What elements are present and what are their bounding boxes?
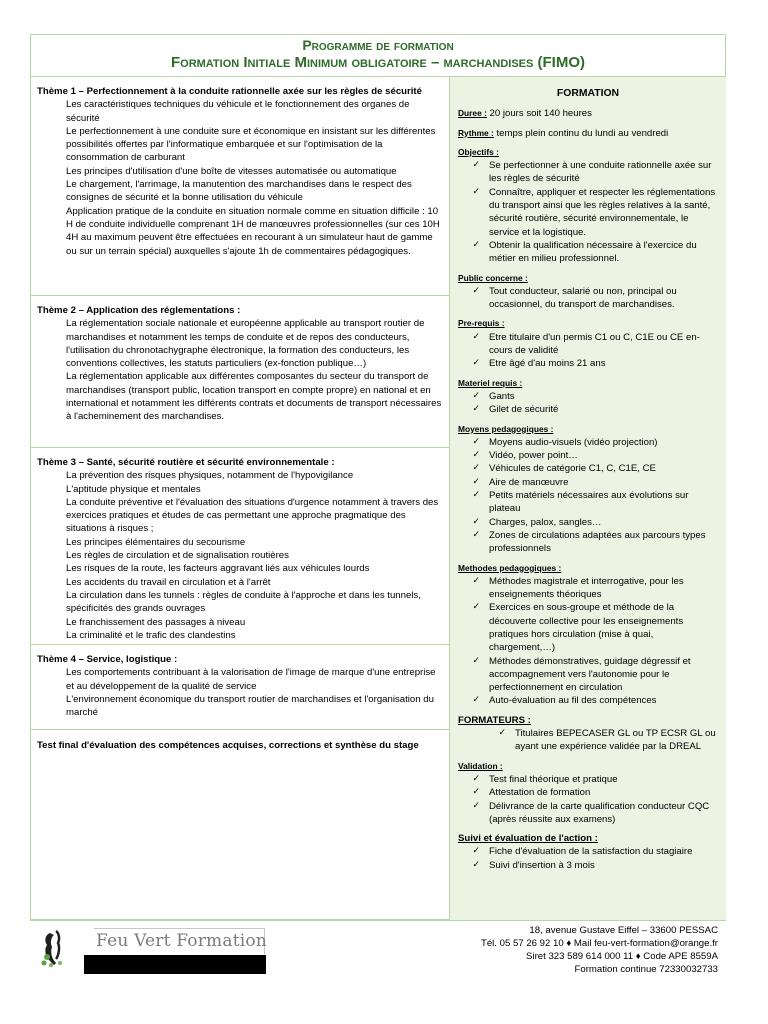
check-icon: ✓ bbox=[472, 773, 480, 784]
objectif-text: Obtenir la qualification nécessaire à l'exercice du métier en milieu professionnel. bbox=[489, 239, 697, 265]
list-item bbox=[458, 403, 718, 416]
logo-emblem-icon bbox=[38, 927, 74, 969]
formation-continue-line: Formation continue 72330032733 bbox=[574, 964, 718, 975]
theme-3-items bbox=[37, 469, 443, 642]
contact-block bbox=[481, 924, 718, 976]
validation-text: Délivrance de la carte qualification conducteur CQC (après réussite aux examens) bbox=[489, 800, 710, 825]
theme-3-item: Les accidents du travail en circulation et à l'arrêt bbox=[66, 576, 271, 588]
objectifs-label: Objectifs : bbox=[458, 146, 499, 157]
suivi-text: Fiche d'évaluation de la satisfaction du stagiaire bbox=[489, 846, 693, 858]
moyens-text: Charges, palox, sangles… bbox=[489, 516, 602, 528]
list-item bbox=[458, 476, 718, 489]
title-line-1: Programme de formation bbox=[302, 37, 454, 53]
validation-text: Test final théorique et pratique bbox=[489, 773, 618, 785]
check-icon: ✓ bbox=[472, 800, 480, 811]
theme-4-title: Thème 4 – Service, logistique : bbox=[37, 654, 178, 665]
list-item bbox=[458, 575, 718, 602]
theme-3-item: La criminalité et le trafic des clandestins bbox=[66, 629, 236, 641]
theme-1-title: Thème 1 – Perfectionnement à la conduite rationnelle axée sur les règles de sécurité bbox=[37, 86, 422, 97]
theme-3-item: La circulation dans les tunnels : règles de conduite à l'approche et dans les tunnels, spécificités des grands ouvrages bbox=[66, 589, 421, 615]
list-item bbox=[458, 727, 718, 754]
theme-3-item: Les règles de circulation et de signalisation routières bbox=[66, 550, 289, 562]
theme-1-item: Le perfectionnement à une conduite sure et économique en insistant sur les différentes possibilités offertes par l'informatique embarquée et sur l'optimisation de la consommation de carburant bbox=[66, 125, 436, 164]
check-icon: ✓ bbox=[472, 186, 480, 197]
check-icon: ✓ bbox=[472, 463, 480, 474]
formateurs-label: FORMATEURS : bbox=[458, 714, 531, 726]
theme-4-items bbox=[37, 666, 443, 719]
prerequis-label: Pre-requis : bbox=[458, 318, 505, 329]
check-icon: ✓ bbox=[472, 695, 480, 706]
check-icon: ✓ bbox=[472, 575, 480, 586]
list-item bbox=[458, 390, 718, 403]
formateurs-text: Titulaires BEPECASER GL ou TP ECSR GL ou ayant une expérience validée par la DREAL bbox=[515, 728, 716, 753]
check-icon: ✓ bbox=[472, 331, 480, 342]
methodes-label: Methodes pedagogiques : bbox=[458, 562, 562, 573]
moyens-text: Moyens audio-visuels (vidéo projection) bbox=[489, 436, 658, 448]
theme-2 bbox=[31, 296, 449, 448]
check-icon: ✓ bbox=[472, 436, 480, 447]
check-icon: ✓ bbox=[498, 728, 506, 739]
materiel-text: Gants bbox=[489, 390, 515, 402]
theme-1-item: Les caractéristiques techniques du véhicule et le fonctionnement des organes de sécurité bbox=[66, 99, 410, 124]
themes-column bbox=[31, 77, 449, 920]
check-icon: ✓ bbox=[472, 490, 480, 501]
theme-1 bbox=[31, 77, 449, 296]
theme-3-item: Les risques de la route, les facteurs aggravant liés aux véhicules lourds bbox=[66, 563, 370, 575]
list-item bbox=[458, 462, 718, 475]
rythme-section bbox=[458, 127, 718, 140]
theme-1-items bbox=[37, 98, 443, 258]
list-item bbox=[458, 285, 718, 312]
check-icon: ✓ bbox=[472, 285, 480, 296]
theme-2-title: Thème 2 – Application des réglementations : bbox=[37, 305, 241, 316]
theme-3-item: La prévention des risques physiques, notamment de l'hypovigilance bbox=[66, 470, 354, 482]
list-item bbox=[458, 239, 718, 266]
objectif-text: Connaître, appliquer et respecter les réglementations du transport ainsi que les règles relatives à la santé, sécurité routière, sécurité environnementale, le service et la logistique. bbox=[489, 186, 716, 238]
check-icon: ✓ bbox=[472, 358, 480, 369]
list-item bbox=[458, 859, 718, 872]
objectif-text: Se perfectionner à une conduite rationnelle axée sur les règles de sécurité bbox=[489, 160, 712, 185]
list-item bbox=[458, 529, 718, 556]
check-icon: ✓ bbox=[472, 239, 480, 250]
theme-3-title: Thème 3 – Santé, sécurité routière et sécurité environnementale : bbox=[37, 457, 335, 468]
theme-3-item: Les principes élémentaires du secourisme bbox=[66, 536, 246, 548]
check-icon: ✓ bbox=[472, 516, 480, 527]
duree-label: Duree : bbox=[458, 108, 487, 119]
list-item bbox=[458, 357, 718, 370]
theme-3-item: L'aptitude physique et mentales bbox=[66, 483, 201, 495]
methodes-text: Auto-évaluation au fil des compétences bbox=[489, 695, 657, 707]
list-item bbox=[458, 786, 718, 799]
check-icon: ✓ bbox=[472, 390, 480, 401]
methodes-section bbox=[458, 562, 718, 708]
list-item bbox=[458, 694, 718, 707]
check-icon: ✓ bbox=[472, 846, 480, 857]
siret-line: Siret 323 589 614 000 11 ♦ Code APE 8559A bbox=[526, 951, 718, 962]
objectifs-section bbox=[458, 146, 718, 266]
list-item bbox=[458, 655, 718, 695]
validation-text: Attestation de formation bbox=[489, 787, 591, 799]
check-icon: ✓ bbox=[472, 450, 480, 461]
list-item bbox=[458, 331, 718, 358]
theme-4 bbox=[31, 645, 449, 730]
suivi-label: Suivi et évaluation de l'action : bbox=[458, 833, 598, 845]
theme-3-item: Le franchissement des passages à niveau bbox=[66, 616, 246, 628]
title-line-2: Formation Initiale Minimum obligatoire – marchandises (FIMO) bbox=[170, 54, 586, 71]
check-icon: ✓ bbox=[472, 404, 480, 415]
list-item bbox=[458, 449, 718, 462]
moyens-text: Petits matériels nécessaires aux évolutions sur plateau bbox=[489, 490, 689, 515]
theme-4-item: Les comportements contribuant à la valorisation de l'image de marque d'une entreprise et au développement de la qualité de service bbox=[66, 667, 436, 692]
materiel-label: Materiel requis : bbox=[458, 377, 523, 388]
logo-text: Feu Vert Formation bbox=[96, 931, 267, 951]
list-item bbox=[458, 489, 718, 516]
moyens-text: Aire de manœuvre bbox=[489, 476, 569, 488]
methodes-text: Méthodes démonstratives, guidage dégressif et accompagnement vers l'autonomie pour le perfectionnement en circulation bbox=[489, 655, 691, 694]
public-label: Public concerne : bbox=[458, 272, 528, 283]
materiel-text: Gilet de sécurité bbox=[489, 404, 559, 416]
theme-1-item: Le chargement, l'arrimage, la manutention des marchandises dans le respect des consignes de sécurité et la bonne utilisation du véhicule bbox=[66, 179, 412, 204]
suivi-text: Suivi d'insertion à 3 mois bbox=[489, 859, 595, 871]
check-icon: ✓ bbox=[472, 859, 480, 870]
public-section bbox=[458, 272, 718, 312]
validation-section bbox=[458, 760, 718, 826]
theme-2-item: La réglementation sociale nationale et européenne applicable au transport routier de marchandises et notamment les temps de conduite et de repos des conducteurs, l'utilisation du chronotachygraphe électronique, la formation des conducteurs, les conventions collectives, les statuts particuliers (ex-fonction publique…) bbox=[66, 318, 425, 370]
check-icon: ✓ bbox=[472, 602, 480, 613]
methodes-text: Méthodes magistrale et interrogative, pour les enseignements théoriques bbox=[489, 575, 684, 601]
theme-2-item: La réglementation applicable aux différentes composantes du secteur du transport de marchandises (transport public, location transport en compte propre) en national et en international et notamment les différents contrats et documents de transport nécessaires à l'acheminement des marchandises. bbox=[66, 371, 442, 423]
formation-title: FORMATION bbox=[556, 88, 620, 99]
materiel-section bbox=[458, 377, 718, 417]
page-title bbox=[30, 36, 726, 72]
prerequis-text: Etre titulaire d'un permis C1 ou C, C1E ou CE en-cours de validité bbox=[489, 331, 700, 357]
theme-1-item: Les principes d'utilisation d'une boîte de vitesses automatisée ou automatique bbox=[66, 165, 397, 177]
rythme-value: temps plein continu du lundi au vendredi bbox=[496, 127, 669, 139]
check-icon: ✓ bbox=[472, 655, 480, 666]
moyens-section bbox=[458, 423, 718, 556]
methodes-text: Exercices en sous-groupe et méthode de la découverte collective pour les enseignements pratiques hors circulation (mise à quai, chargement,…) bbox=[489, 602, 684, 654]
final-test: Test final d'évaluation des compétences acquises, corrections et synthèse du stage bbox=[37, 740, 419, 751]
footer-divider bbox=[30, 920, 726, 921]
list-item bbox=[458, 516, 718, 529]
moyens-text: Véhicules de catégorie C1, C, C1E, CE bbox=[489, 463, 656, 475]
duree-section bbox=[458, 107, 718, 120]
check-icon: ✓ bbox=[472, 787, 480, 798]
moyens-label: Moyens pedagogiques : bbox=[458, 423, 554, 434]
address-line: 18, avenue Gustave Eiffel – 33600 PESSAC bbox=[529, 925, 718, 936]
suivi-section bbox=[458, 832, 718, 872]
public-text: Tout conducteur, salarié ou non, principal ou occasionnel, du transport de marchandises. bbox=[489, 285, 677, 311]
theme-3-item: La conduite préventive et l'évaluation des situations d'urgence notamment à travers des exercices pratiques et études de cas permettant une approche pragmatique des situations à risques ; bbox=[66, 496, 439, 535]
prerequis-text: Etre âgé d'au moins 21 ans bbox=[489, 358, 606, 370]
formateurs-section bbox=[458, 714, 718, 754]
moyens-text: Vidéo, power point… bbox=[489, 450, 578, 462]
check-icon: ✓ bbox=[472, 476, 480, 487]
list-item bbox=[458, 601, 718, 654]
check-icon: ✓ bbox=[472, 160, 480, 171]
validation-label: Validation : bbox=[458, 760, 503, 771]
rythme-label: Rythme : bbox=[458, 127, 494, 138]
list-item bbox=[458, 186, 718, 239]
list-item bbox=[458, 845, 718, 858]
list-item bbox=[458, 773, 718, 786]
redacted-block bbox=[84, 955, 266, 974]
list-item bbox=[458, 800, 718, 827]
theme-1-item: Application pratique de la conduite en situation normale comme en situation difficile : 10 H de conduite individuelle comprenant 1H de manœuvres professionnelles (sur ces 10H 4H au maximum peuvent être effectuées en recourant à un simulateur haut de gamme ou sur un terrain spécial) auxquelles s'ajoute 1h de commentaires pédagogiques. bbox=[66, 205, 440, 257]
theme-2-items bbox=[37, 317, 443, 423]
moyens-text: Zones de circulations adaptées aux parcours types professionnels bbox=[489, 529, 706, 555]
check-icon: ✓ bbox=[472, 529, 480, 540]
formation-panel bbox=[449, 77, 726, 920]
theme-3 bbox=[31, 448, 449, 645]
contact-line: Tél. 05 57 26 92 10 ♦ Mail feu-vert-formation@orange.fr bbox=[480, 938, 718, 949]
duree-value: 20 jours soit 140 heures bbox=[489, 108, 592, 120]
list-item bbox=[458, 436, 718, 449]
list-item bbox=[458, 159, 718, 186]
prerequis-section bbox=[458, 317, 718, 370]
theme-4-item: L'environnement économique du transport routier de marchandises et l'organisation du marché bbox=[66, 693, 434, 719]
